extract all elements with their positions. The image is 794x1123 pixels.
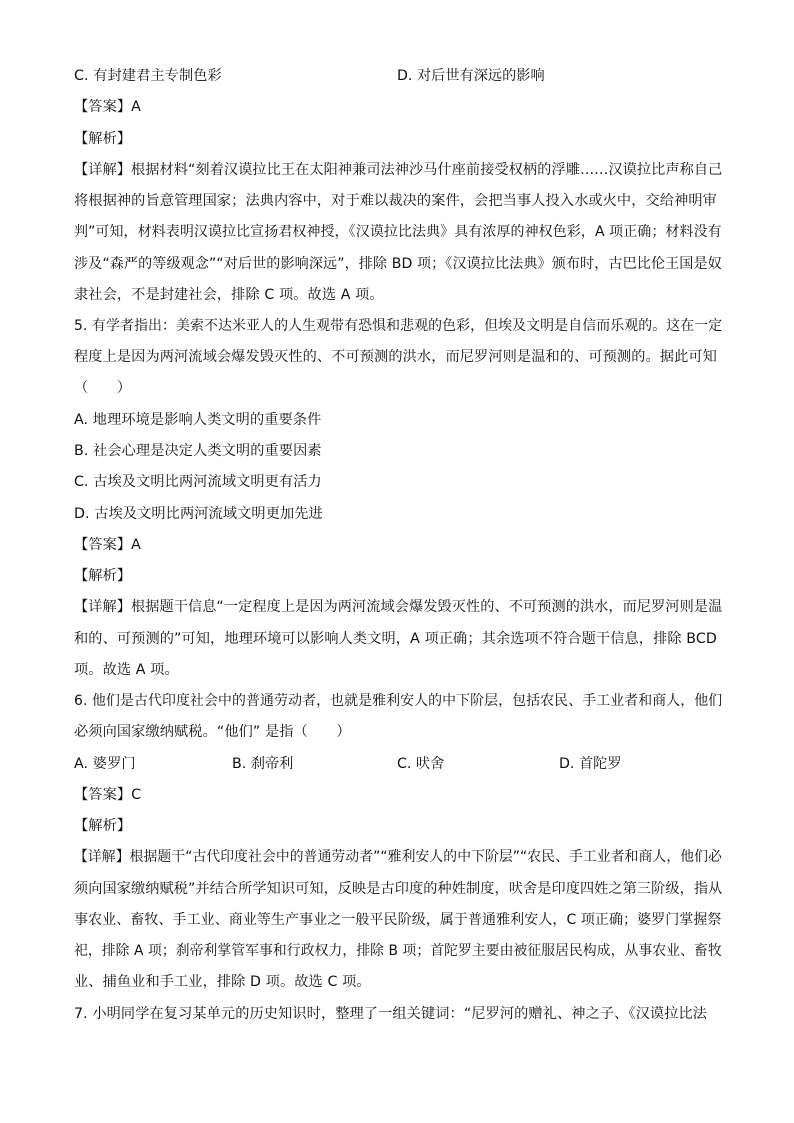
q5-stem-line: （ ） <box>74 380 132 396</box>
q5-answer: 【答案】A <box>74 537 141 553</box>
q4-option-c: C. 有封建君主专制色彩 <box>74 68 222 84</box>
q4-analysis-label: 【解析】 <box>74 131 132 147</box>
q6-option-c: C. 吠舍 <box>397 756 445 772</box>
q6-analysis-label: 【解析】 <box>74 818 132 834</box>
q6-option-d: D. 首陀罗 <box>559 756 622 772</box>
q5-detail-line: 项。故选 A 项。 <box>74 662 179 678</box>
q6-stem-line: 必须向国家缴纳赋税。“他们” 是指（ ） <box>74 724 351 740</box>
q5-option-d: D. 古埃及文明比两河流域文明更加先进 <box>74 506 323 522</box>
q4-detail-line: 【详解】根据材料“刻着汉谟拉比王在太阳神兼司法神沙马什座前接受权柄的浮雕……汉谟拉比声称自己 <box>74 162 723 178</box>
q6-answer: 【答案】C <box>74 787 142 803</box>
q4-detail-line: 隶社会，不是封建社会，排除 C 项。故选 A 项。 <box>74 287 384 303</box>
q5-option-b: B. 社会心理是决定人类文明的重要因素 <box>74 443 322 459</box>
q7-stem-line: 7. 小明同学在复习某单元的历史知识时，整理了一组关键词：“尼罗河的赠礼、神之子、《汉谟拉比法 <box>74 1006 708 1022</box>
q6-detail-line: 须向国家缴纳赋税”并结合所学知识可知，反映是古印度的种姓制度，吠舍是印度四姓之第三阶级，指从 <box>74 881 723 897</box>
q6-stem-line: 6. 他们是古代印度社会中的普通劳动者，也就是雅利安人的中下阶层，包括农民、手工业者和商人，他们 <box>74 693 723 709</box>
q6-detail-line: 【详解】根据题干“古代印度社会中的普通劳动者”“雅利安人的中下阶层”“农民、手工业者和商人，他们必 <box>74 849 722 865</box>
q4-detail-line: 判”可知，材料表明汉谟拉比宣扬君权神授，《汉谟拉比法典》具有浓厚的神权色彩，A 项正确；材料没有 <box>74 224 722 240</box>
q4-option-d: D. 对后世有深远的影响 <box>397 68 545 84</box>
q5-detail-line: 【详解】根据题干信息“一定程度上是因为两河流域会爆发毁灭性的、不可预测的洪水，而尼罗河则是温 <box>74 599 723 615</box>
q6-option-a: A. 婆罗门 <box>74 756 136 772</box>
q6-detail-line: 祀，排除 A 项；刹帝利掌管军事和行政权力，排除 B 项；首陀罗主要由被征服居民构成，从事农业、畜牧 <box>74 943 722 959</box>
q4-answer: 【答案】A <box>74 99 141 115</box>
q5-analysis-label: 【解析】 <box>74 568 132 584</box>
q6-option-b: B. 刹帝利 <box>232 756 294 772</box>
q5-option-a: A. 地理环境是影响人类文明的重要条件 <box>74 412 322 428</box>
q5-stem-line: 5. 有学者指出：美索不达米亚人的人生观带有恐惧和悲观的色彩，但埃及文明是自信而乐观的。这在一定 <box>74 318 723 334</box>
q5-option-c: C. 古埃及文明比两河流域文明更有活力 <box>74 474 322 490</box>
q5-stem-line: 程度上是因为两河流域会爆发毁灭性的、不可预测的洪水，而尼罗河则是温和的、可预测的。据此可知 <box>74 349 717 365</box>
q4-detail-line: 将根据神的旨意管理国家；法典内容中，对于难以裁决的案件，会把当事人投入水或火中，交给神明审 <box>74 193 717 209</box>
q6-detail-line: 业、捕鱼业和手工业，排除 D 项。故选 C 项。 <box>74 974 371 990</box>
q6-detail-line: 事农业、畜牧、手工业、商业等生产事业之一般平民阶级，属于普通雅利安人，C 项正确；婆罗门掌握祭 <box>74 912 722 928</box>
q4-detail-line: 涉及“森严的等级观念”“对后世的影响深远”，排除 BD 项；《汉谟拉比法典》颁布时，古巴比伦王国是奴 <box>74 256 722 272</box>
q5-detail-line: 和的、可预测的”可知，地理环境可以影响人类文明，A 项正确；其余选项不符合题干信息，排除 BCD <box>74 631 717 647</box>
